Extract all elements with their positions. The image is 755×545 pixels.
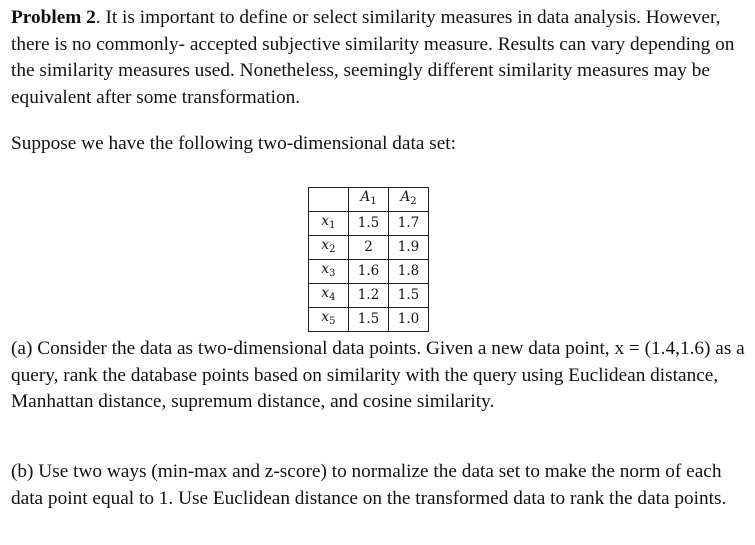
table-row xyxy=(309,284,429,308)
dataset-intro: Suppose we have the following two-dimensional data set: xyxy=(11,133,456,154)
data-table xyxy=(308,187,429,332)
table-row xyxy=(309,236,429,260)
table-row xyxy=(309,212,429,236)
table-cell: 1.5 xyxy=(349,212,389,236)
table-cell: 1.0 xyxy=(389,308,429,332)
table-cell: 1.7 xyxy=(389,212,429,236)
table-cell: 1.6 xyxy=(349,260,389,284)
column-header-a2: $A_2$ xyxy=(389,188,429,212)
table-cell: 1.5 xyxy=(389,284,429,308)
part-a-question: (a) Consider the data as two-dimensional data points. Given a new data point, x = (1.4,1.6) as a query, rank the database points based on similarity with the query using Euclidean distance, Manhattan distance, supremum distance, and cosine similarity. xyxy=(11,338,745,413)
row-header-x3: $x_3$ xyxy=(309,260,349,284)
problem-intro-text: . It is important to define or select similarity measures in data analysis. However, there is no commonly- accepted subjective similarity measure. Results can vary depending on the similarity measures used. Nonetheless, seemingly different similarity measures may be equivalent after some transformation. xyxy=(11,7,735,108)
table-row xyxy=(309,260,429,284)
row-header-x2: $x_2$ xyxy=(309,236,349,260)
table-cell: 2 xyxy=(349,236,389,260)
table-cell: 1.2 xyxy=(349,284,389,308)
table-cell: 1.5 xyxy=(349,308,389,332)
row-header-x1: $x_1$ xyxy=(309,212,349,236)
table-corner-cell xyxy=(309,188,349,212)
row-header-x4: $x_4$ xyxy=(309,284,349,308)
row-header-x5: $x_5$ xyxy=(309,308,349,332)
problem-label: Problem 2 xyxy=(11,7,96,28)
table-header-row xyxy=(309,188,429,212)
part-b-question: (b) Use two ways (min-max and z-score) to normalize the data set to make the norm of each data point equal to 1. Use Euclidean distance on the transformed data to rank the data points. xyxy=(11,461,727,509)
table-cell: 1.9 xyxy=(389,236,429,260)
table-row xyxy=(309,308,429,332)
table-cell: 1.8 xyxy=(389,260,429,284)
column-header-a1: $A_1$ xyxy=(349,188,389,212)
problem-intro xyxy=(11,5,749,111)
